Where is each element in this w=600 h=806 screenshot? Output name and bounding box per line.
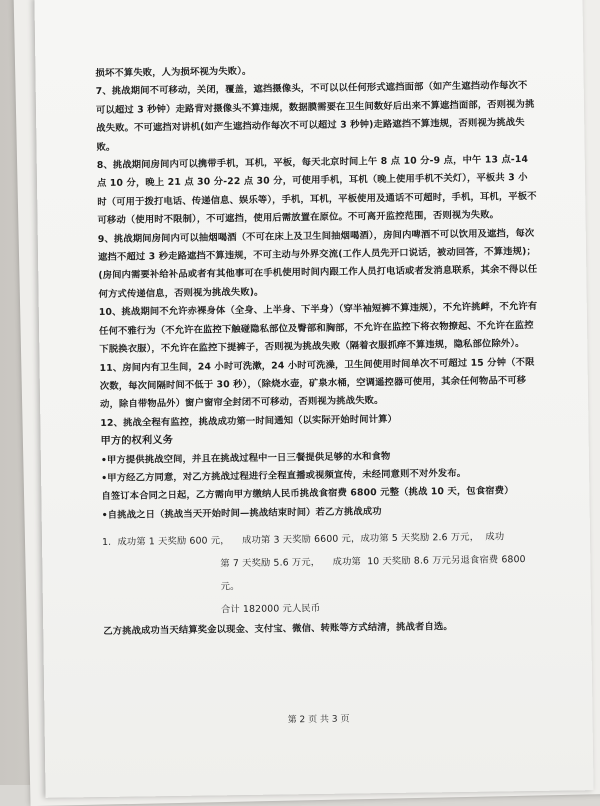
paragraph-7: 7、挑战期间不可移动，关闭，覆盖，遮挡摄像头，不可以以任何形式遮挡面部（如产生遮挡动作每次不可以超过 3 秒钟）走路背对摄像头不算违规，数据膜需要在卫生间数好后出来不算遮挡面部，否则视为挑战失败。不可遮挡对讲机(如产生遮挡动作每次不可以超过 3 秒钟)走路遮挡不算违规，否则视为挑战失败。 xyxy=(95,80,535,153)
rewards-block xyxy=(102,525,543,623)
rights-item-success: •自挑战之日（挑战当天开始时间—挑战结束时间）若乙方挑战成功 xyxy=(101,505,382,521)
rights-item-fee: 自签订本合同之日起，乙方需向甲方缴纳人民币挑战食宿费 6800 元整（挑战 10 天，包食宿费） xyxy=(101,485,514,503)
paragraph-9: 9、挑战期间房间内可以抽烟喝酒（不可在床上及卫生间抽烟喝酒），房间内啤酒不可以饮用及遮挡，每次遮挡不超过 3 秒走路遮挡不算违规，不可主动与外界交流(工作人员先开口说话，被动回答，不算违规)；(房间内需要补给补品或者有其他事可在手机使用时间内跟工作人员打电话或者发消息联系，其余不得以任何方式传递信息，否则视为挑战失败)。 xyxy=(97,227,538,300)
paragraph-8: 8、挑战期间房间内可以携带手机，耳机，平板，每天北京时间上午 8 点 10 分-9 点，中午 13 点-14 点 10 分，晚上 21 点 30 分-22 点 30 分，可使用手机，耳机（晚上使用手机不关灯），平板共 3 小时（可用于拨打电话、传递信息、娱乐等），手机，耳机，平板使用及通话不可超时，手机，耳机，平板不可移动（使用时不限制），不可遮挡，使用后需放置在原位。不可离开监控范围，否则视为失败。 xyxy=(96,153,537,227)
paragraph-6-tail: 损坏不算失败，人为损坏视为失败）。 xyxy=(95,65,252,80)
page-number: 第 2 页 共 3 页 xyxy=(287,714,350,726)
paragraph-11: 11、房间内有卫生间，24 小时可洗漱，24 小时可洗澡，卫生间使用时间单次不可超过 15 分钟（不限次数，每次间隔时间不低于 30 秒），（除烧水壶，矿泉水桶，空调遥控器可使用，其余任何物品不可移动，除自带物品外）窗户窗帘全封闭不可移动，否则视为挑战失败。 xyxy=(99,356,535,411)
rewards-line-2: 第 7 天奖励 5.6 万元， 成功第 10 天奖励 8.6 万元另退食宿费 6800 元。 xyxy=(220,554,529,593)
document-page xyxy=(34,0,593,798)
section-heading: 甲方的权利义务 xyxy=(100,435,174,448)
rewards-line-1: 1. 成功第 1 天奖励 600 元， 成功第 3 天奖励 6600 元，成功第 5 天奖励 2.6 万元， 成功 xyxy=(101,531,505,549)
closing-statement: 乙方挑战成功当天结算奖金以现金、支付宝、微信、转账等方式结清，挑战者自选。 xyxy=(103,621,453,638)
paragraph-12: 12、挑战全程有监控，挑战成功第一时间通知（以实际开始时间计算） xyxy=(100,413,398,429)
paragraph-10: 10、挑战期间不允许赤裸身体（全身、上半身、下半身）（穿半袖短裤不算违规），不允许挑衅，不允许有任何不雅行为（不允许在监控下触碰隐私部位及臀部和胸部，不允许在监控下将衣物撩起、不允许在监控下脱换衣服），不允许在监控下提裤子，否则视为挑战失败（隔着衣服抓痒不算违规，隐私部位除外）。 xyxy=(98,301,538,356)
document-body xyxy=(95,59,543,642)
rewards-total: 合计 182000 元人民币 xyxy=(220,603,321,616)
rights-item-broadcast: •甲方经乙方同意，对乙方挑战过程进行全程直播或视频宣传，未经同意则不对外发布。 xyxy=(101,467,467,484)
rights-item-meals: •甲方提供挑战空间，并且在挑战过程中一日三餐提供足够的水和食物 xyxy=(100,450,391,466)
